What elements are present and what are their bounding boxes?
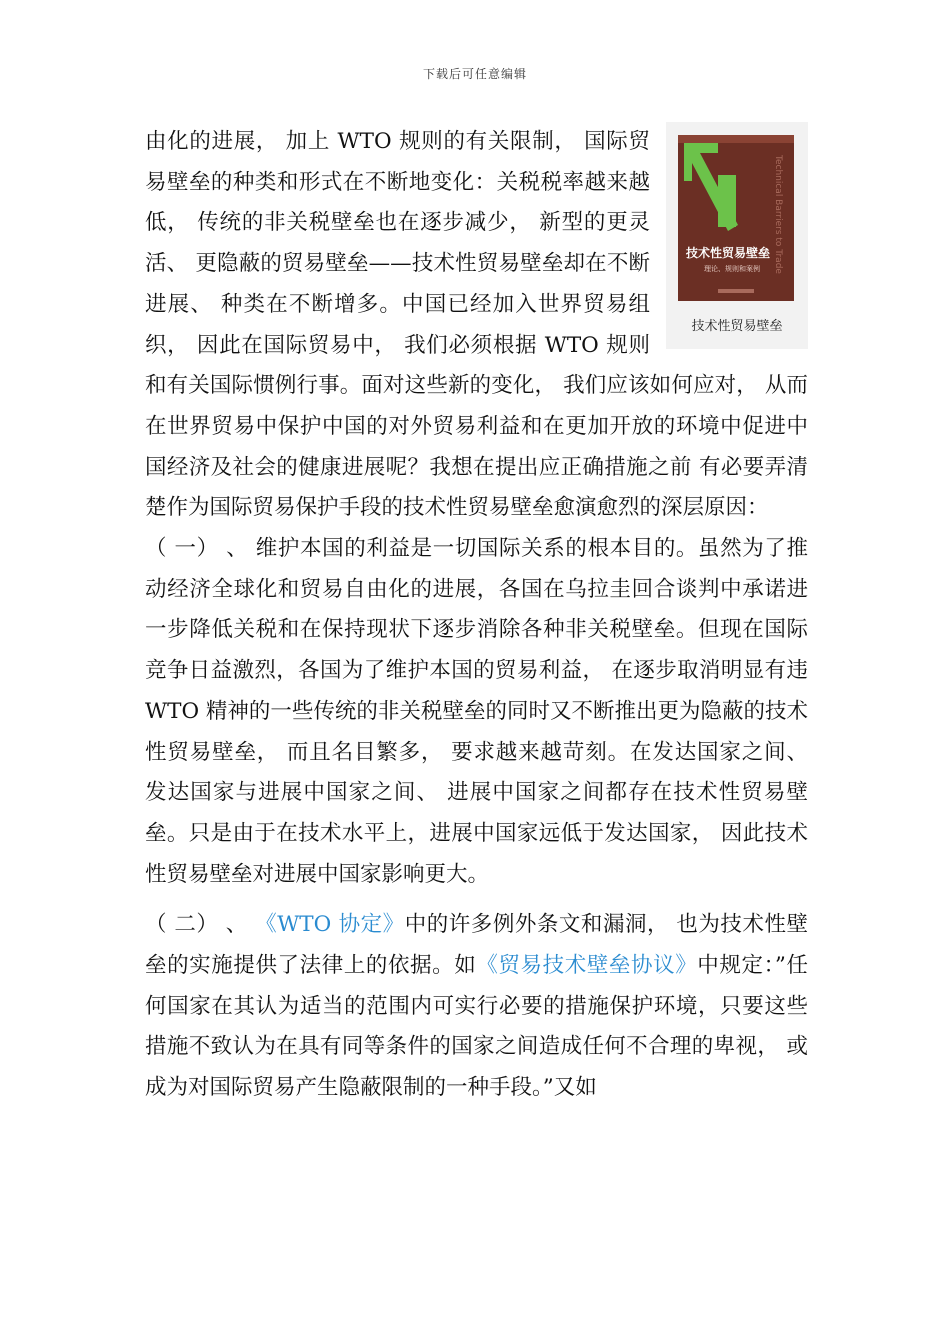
intro-paragraph: 由化的进展， 加上 WTO 规则的有关限制， 国际贸易壁垒的种类和形式在不断地变化：关税税率越来越低， 传统的非关税壁垒也在逐步减少， 新型的更灵活、 更隐蔽的贸易壁垒——技术性贸易壁垒却在不断进展、 种类在不断增多。中国已经加入世界贸易组织， 因此在国际贸易中， 我们必须根据 WTO 规则和有关国际惯例行事。面对这些新的变化， 我们应该如何应对， 从而在世界贸易中保护中国的对外贸易利益和在更加开放的环境中促进中国经济及社会的健康进展呢？我想在提出应正确措施之前 有必要弄清楚作为国际贸易保护手段的技术性贸易壁垒愈演愈烈的深层原因：: [145, 129, 808, 521]
point-two-text-1: （ 二） 、: [145, 912, 256, 938]
wto-agreement-link[interactable]: 《WTO 协定》: [255, 912, 405, 938]
point-two-paragraph: [145, 905, 808, 1109]
figure-caption: 技术性贸易壁垒: [691, 319, 783, 334]
book-figure: [666, 122, 808, 349]
tbt-agreement-link[interactable]: 《贸易技术壁垒协议》: [476, 953, 698, 979]
book-cover-title: 技术性贸易壁垒: [686, 246, 771, 260]
point-one-paragraph: （ 一） 、 维护本国的利益是一切国际关系的根本目的。虽然为了推动经济全球化和贸易自由化的进展，各国在乌拉圭回合谈判中承诺进一步降低关税和在保持现状下逐步消除各种非关税壁垒。但现在国际竞争日益激烈，各国为了维护本国的贸易利益， 在逐步取消明显有违 WTO 精神的一些传统的非关税壁垒的同时又不断推出更为隐蔽的技术性贸易壁垒， 而且名目繁多， 要求越来越苛刻。在发达国家之间、 发达国家与进展中国家之间、 进展中国家之间都存在技术性贸易壁垒。只是由于在技术水平上，进展中国家远低于发达国家， 因此技术性贸易壁垒对进展中国家影响更大。: [145, 536, 808, 887]
page-header: 下载后可任意编辑: [422, 67, 527, 81]
point-two-text-3: 中规定：”任何国家在其认为适当的范围内可实行必要的措施保护环境，只要这些措施不致认为在具有同等条件的国家之间造成任何不合理的卑视， 或成为对国际贸易产生隐蔽限制的一种手段。”又如: [145, 953, 808, 1101]
point-two-text-2: 中的许多例外条文和漏洞， 也为技术性壁垒的实施提供了法律上的依据。如: [145, 912, 808, 979]
svg-text:Technical Barriers to Trade: Technical Barriers to Trade: [773, 155, 783, 274]
book-cover-subtitle: 理论、规则和案例: [704, 265, 760, 273]
document-body: [145, 122, 808, 1109]
book-cover-image: [678, 135, 794, 301]
